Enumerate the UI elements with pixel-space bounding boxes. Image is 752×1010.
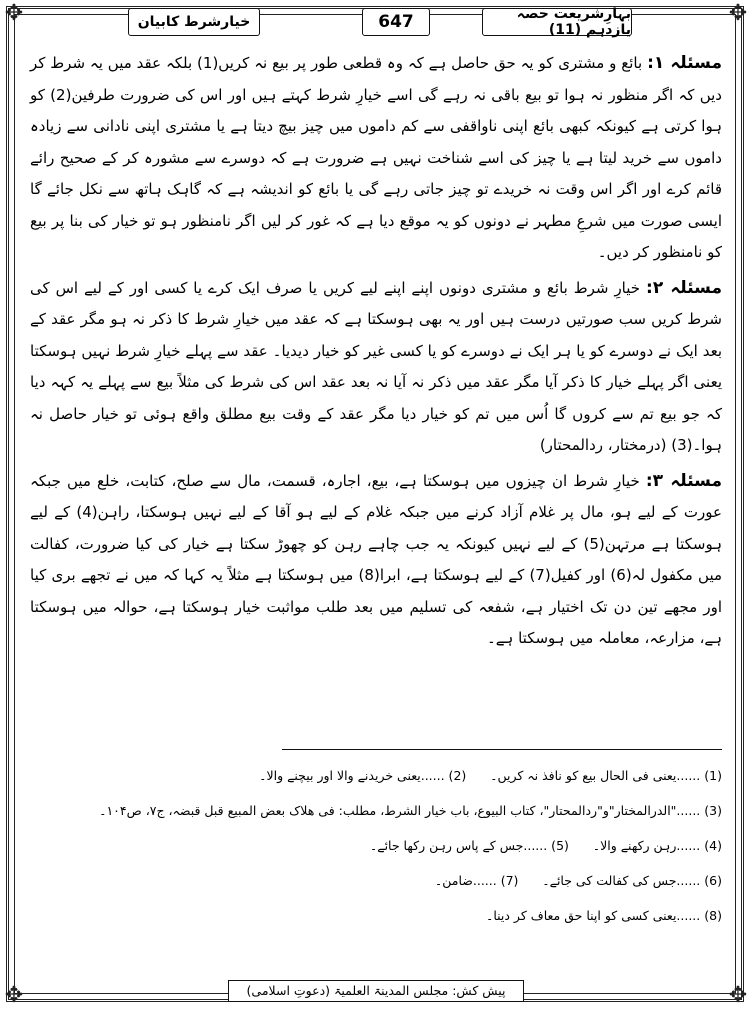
page-header	[24, 6, 728, 38]
footnote-text: ......یعنی کسی کو اپنا حق معاف کر دینا۔	[486, 908, 701, 923]
corner-ornament-icon: ✥	[4, 1, 24, 26]
footnote-line	[30, 898, 722, 933]
masala-2-heading: مسئلہ ۲:	[646, 277, 722, 298]
masala-2-text: خیارِ شرط بائع و مشتری دونوں اپنے اپنے لیے کریں یا صرف ایک کرے یا کسی اور کے لیے اس کی شرط کریں سب صورتیں درست ہیں اور یہ بھی ہوسکتا ہے کہ عقد میں خیارِ شرط کا ذکر نہ ہو مگر عقد کے بعد ایک نے دوسرے کو یا ہر ایک نے دوسرے کو یا کسی غیر کو خیار دیدیا۔ عقد سے پہلے خیارِ شرط نہیں ہوسکتا یعنی اگر پہلے خیار کا ذکر آیا مگر عقد میں ذکر نہ آیا نہ بعد عقد اس کی شرط کی مثلاً بیع سے پہلے یہ کہہ دیا کہ جو بیع تم سے کروں گا اُس میں تم کو خیار دیا مگر عقد کے وقت بیع مطلق واقع ہوئی تو خیار حاصل نہ ہوا۔(3) (درمختار، ردالمحتار)	[30, 278, 722, 454]
main-text	[30, 48, 722, 659]
footnote-text: ......"الدرالمختار"و"ردالمحتار"، کتاب البیوع، باب خیار الشرط، مطلب: فی ھلاک بعض المبیع قبل قبضہ، ج۷، ص۱۰۴۔	[99, 803, 701, 818]
footnote-extra: (7) ......ضامن۔	[434, 873, 519, 888]
masala-3-heading: مسئلہ ۳:	[645, 470, 722, 491]
footnote-divider	[282, 749, 722, 750]
footnote-extra: (2) ......یعنی خریدنے والا اور بیچنے والا۔	[259, 768, 467, 783]
book-title: بہارِشریعت حصہ یازدہم (11)	[482, 8, 632, 36]
corner-ornament-icon: ✥	[728, 1, 748, 26]
footnote-line	[30, 863, 722, 898]
masala-1	[30, 48, 722, 269]
footnotes	[30, 758, 722, 933]
footnote-marker: (8)	[704, 908, 722, 923]
masala-3-text: خیارِ شرط ان چیزوں میں ہوسکتا ہے، بیع، اجارہ، قسمت، مال سے صلح، کتابت، خلع میں جبکہ عورت کے لیے ہو، مال پر غلام آزاد کرنے میں جبکہ غلام کے لیے ہو آقا کے لیے نہیں ہوسکتا، راہن(4) کے لیے ہوسکتا ہے مرتہن(5) کے لیے نہیں کیونکہ یہ جب چاہے رہن کو چھوڑ سکتا ہے خیار کی کیا ضرورت، کفالت میں مکفول لہ(6) اور کفیل(7) کے لیے ہوسکتا ہے، ابرا(8) میں ہوسکتا ہے مثلاً یہ کہا کہ میں نے تجھے بری کیا اور مجھے تین دن تک اختیار ہے، شفعہ کی تسلیم میں بعد طلب مواثبت خیار ہوسکتا ہے، حوالہ میں ہوسکتا ہے، مزارعہ، معاملہ میں ہوسکتا ہے۔	[30, 471, 723, 647]
corner-ornament-icon: ✥	[728, 983, 748, 1008]
footnote-text: ......رہن رکھنے والا۔	[592, 838, 701, 853]
masala-3	[30, 466, 722, 655]
footnote-line	[30, 793, 722, 828]
page-footer	[0, 980, 752, 1002]
footnote-text: ......جس کی کفالت کی جائے۔	[542, 873, 701, 888]
footnote-marker: (6)	[704, 873, 722, 888]
footnote-text: ......یعنی فی الحال بیع کو نافذ نہ کریں۔	[490, 768, 701, 783]
footnote-marker: (4)	[704, 838, 722, 853]
chapter-title: خیارشرط کابیان	[128, 8, 260, 36]
footnote-line	[30, 758, 722, 793]
footnote-marker: (3)	[704, 803, 722, 818]
masala-1-heading: مسئلہ ۱:	[647, 53, 722, 73]
footnote-extra: (5) ......جس کے پاس رہن رکھا جائے۔	[369, 838, 569, 853]
footnote-marker: (1)	[704, 768, 722, 783]
footnote-line	[30, 828, 722, 863]
publisher-credit: پیش کش: مجلس المدینۃ العلمیۃ (دعوتِ اسلامی)	[228, 980, 525, 1002]
masala-2	[30, 273, 722, 462]
masala-1-text: بائع و مشتری کو یہ حق حاصل ہے کہ وہ قطعی طور پر بیع نہ کریں(1) بلکہ عقد میں یہ شرط کر دیں کہ اگر منظور نہ ہوا تو بیع باقی نہ رہے گی اسے خیارِ شرط کہتے ہیں اور اس کی ضرورت طرفین(2) کو ہوا کرتی ہے کیونکہ کبھی بائع اپنی ناواقفی سے کم داموں میں چیز بیچ دیتا ہے یا مشتری اپنی نادانی سے زیادہ داموں سے خرید لیتا ہے یا چیز کی اسے شناخت نہیں ہے ضرورت ہے کہ دوسرے سے مشورہ کر کے صحیح رائے قائم کرے اور اگر اس وقت نہ خریدے تو چیز جاتی رہے گی یا بائع کو اندیشہ ہے کہ گاہک ہاتھ سے نکل جائے گا ایسی صورت میں شرعِ مطہر نے دونوں کو یہ موقع دیا ہے کہ غور کر لیں اگر نامنظور ہو تو خیار کی بنا پر بیع کو نامنظور کر دیں۔	[30, 54, 722, 261]
corner-ornament-icon: ✥	[4, 983, 24, 1008]
page-number: 647	[362, 8, 430, 36]
